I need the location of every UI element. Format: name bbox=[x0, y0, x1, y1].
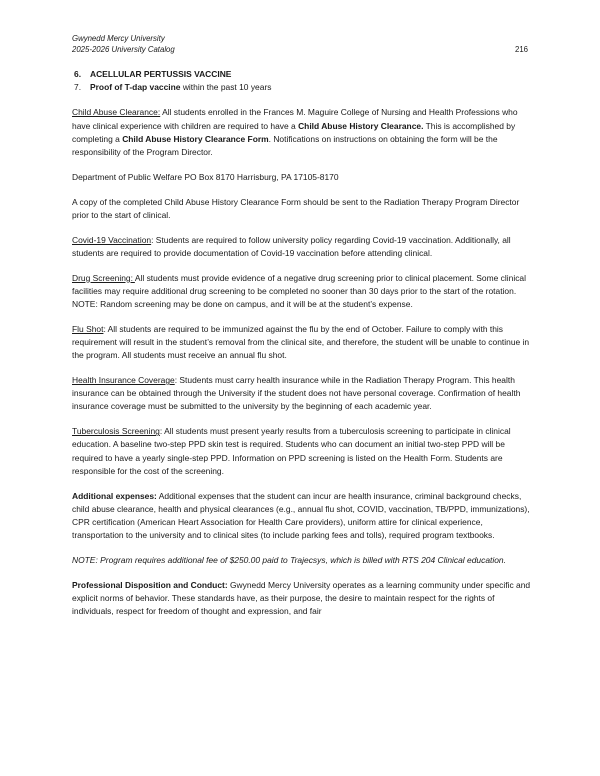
expenses-heading: Additional expenses: bbox=[72, 490, 157, 501]
drug-heading: Drug Screening: bbox=[72, 272, 135, 283]
drug-paragraph bbox=[72, 272, 532, 312]
conduct-heading: Professional Disposition and Conduct: bbox=[72, 579, 228, 590]
tb-text: : All students must present yearly results from a tuberculosis screening to participate in clinical education. A baseline two-step PPD skin test is required. Students who can document an initial two-step PPD will be required to have a yearly single-step PPD. Information on PPD screening is listed on the Health Form. Students are responsible for the cost of the screening. bbox=[72, 426, 511, 476]
child-abuse-text-2: This is accomplished by completing a bbox=[72, 120, 516, 144]
child-abuse-paragraph bbox=[72, 106, 532, 159]
running-header bbox=[72, 34, 175, 55]
covid-paragraph bbox=[72, 234, 532, 260]
list-item-bold: ACELLULAR PERTUSSIS VACCINE bbox=[90, 69, 232, 79]
fee-note: NOTE: Program requires additional fee of $250.00 paid to Trajecsys, which is billed with RTS 204 Clinical education. bbox=[72, 555, 506, 566]
expenses-text: Additional expenses that the student can incur are health insurance, criminal background checks, child abuse clearance, health and physical clearances (e.g., annual flu shot, COVID, vaccination, TB/PPD, immunizations), CPR certification (American Heart Association for Health Care providers), uniform attire for clinical experience, transportation to the university and to clinical sites (to include parking fees and tolls), required program textbooks. bbox=[72, 490, 530, 541]
list-item-bold: Proof of T-dap vaccine bbox=[90, 82, 181, 93]
covid-text: : Students are required to follow university policy regarding Covid-19 vaccination. Additionally, all students are required to provide documentation of Covid-19 vaccination before attending clinical. bbox=[72, 234, 511, 258]
header-catalog: 2025-2026 University Catalog bbox=[72, 44, 175, 54]
insurance-text: : Students must carry health insurance while in the Radiation Therapy Program. This health insurance can be obtained through the University if the student does not have personal coverage. Confirmation of health insurance coverage must be submitted to the university by the beginning of each academic year. bbox=[72, 375, 521, 412]
tb-paragraph bbox=[72, 425, 532, 478]
drug-text: All students must provide evidence of a negative drug screening prior to clinical placement. Some clinical facilities may require additional drug screening to be completed no sooner than 30 days prior to the start of the rotation. NOTE: Random screening may be done on campus, and it will be at the student’s expense. bbox=[72, 272, 527, 310]
covid-heading: Covid-19 Vaccination bbox=[72, 234, 152, 245]
child-abuse-text-3: . Notifications on instructions on obtaining the form will be the responsibility of the Program Director. bbox=[72, 133, 498, 158]
list-item-text: within the past 10 years bbox=[180, 82, 272, 93]
expenses-paragraph bbox=[72, 490, 532, 543]
page-number: 216 bbox=[514, 44, 528, 54]
flu-heading: Flu Shot bbox=[72, 323, 104, 334]
tb-heading: Tuberculosis Screening bbox=[72, 426, 160, 437]
list-item bbox=[72, 68, 532, 81]
page-content bbox=[72, 68, 532, 630]
vaccine-list bbox=[72, 68, 532, 94]
header-university: Gwynedd Mercy University bbox=[72, 34, 165, 43]
child-abuse-heading: Child Abuse Clearance: bbox=[72, 107, 161, 118]
child-abuse-bold-1: Child Abuse History Clearance. bbox=[298, 120, 424, 131]
child-abuse-text: All students enrolled in the Frances M. Maguire College of Nursing and Health Professions who have clinical experience with children are required to have a bbox=[72, 107, 518, 131]
flu-text: : All students are required to be immunized against the flu by the end of October. Failure to comply with this requirement will result in the student’s removal from the clinical site, and therefore, the student will be unable to continue in the program. All students must receive an annual flu shot. bbox=[72, 323, 530, 361]
conduct-text: Gwynedd Mercy University operates as a learning community under specific and explicit norms of behavior. These standards have, as their purpose, the desire to maintain respect for the rights of individuals, respect for freedom of thought and expression, and fair bbox=[72, 579, 531, 617]
address-line: Department of Public Welfare PO Box 8170 Harrisburg, PA 17105-8170 bbox=[72, 171, 339, 182]
child-abuse-bold-2: Child Abuse History Clearance Form bbox=[122, 133, 269, 144]
flu-paragraph bbox=[72, 323, 532, 363]
conduct-paragraph bbox=[72, 579, 532, 619]
copy-note: A copy of the completed Child Abuse History Clearance Form should be sent to the Radiation Therapy Program Director prior to the start of clinical. bbox=[72, 196, 520, 220]
insurance-heading: Health Insurance Coverage bbox=[72, 375, 175, 386]
insurance-paragraph bbox=[72, 374, 532, 414]
list-item bbox=[72, 81, 532, 94]
list-number: 6. bbox=[74, 69, 82, 79]
list-number: 7. bbox=[74, 82, 82, 93]
